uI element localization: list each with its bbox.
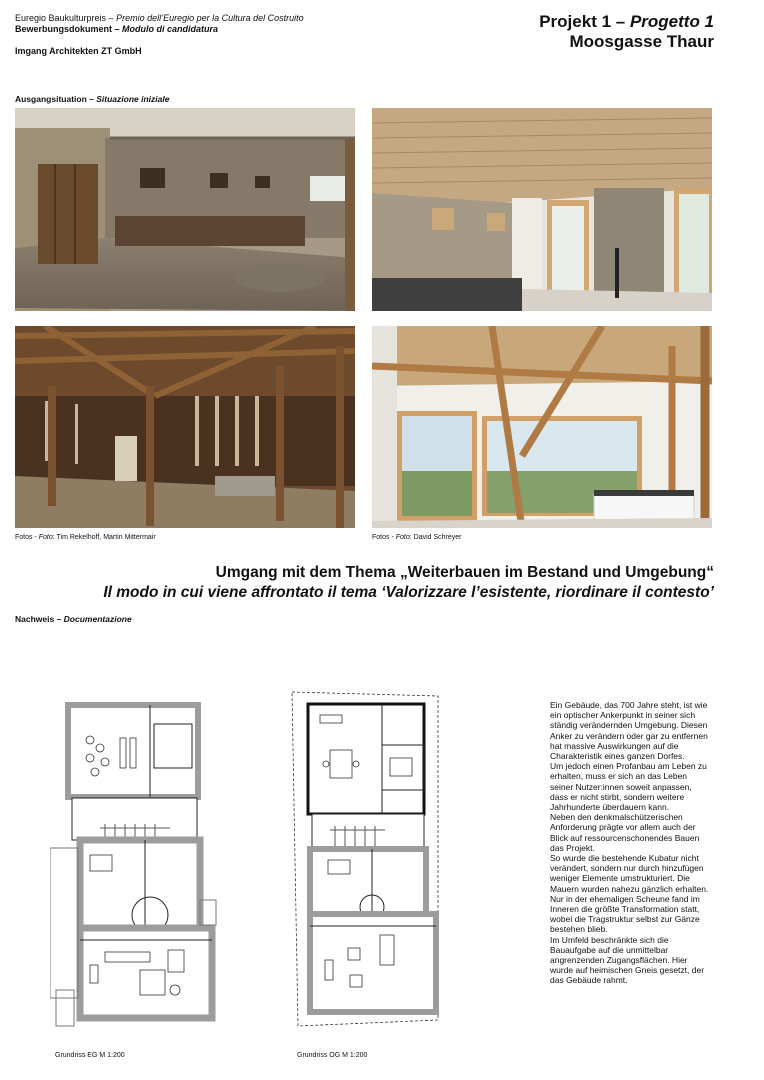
theme-title-de: Umgang mit dem Thema „Weiterbauen im Bestand und Umgebung“ [215, 564, 714, 581]
section-label-documentation: Nachweis – Documentazione [15, 614, 132, 624]
plan-caption-eg: Grundriss EG M 1:200 [55, 1052, 125, 1059]
project-name: Moosgasse Thaur [569, 32, 714, 51]
plan-caption-og: Grundriss OG M 1:200 [297, 1052, 368, 1059]
header-line-1: Euregio Baukulturpreis – Premio dell’Euregio per la Cultura del Costruito [15, 13, 304, 23]
paragraph-3: Neben den denkmalschützerischen Anforderung prägte vor allem auch der Blick auf ressourcenschonendes Bauen das Projekt. [550, 812, 700, 853]
header-line-2: Bewerbungsdokument – Modulo di candidatura [15, 24, 219, 34]
paragraph-2: Um jedoch einen Profanbau am Leben zu erhalten, muss er sich an das Leben seiner Nutzer:innen soweit anpassen, dass er nicht stirbt, sondern weitere Jahrhunderte überdauern kann. [550, 761, 707, 813]
office-name: Imgang Architekten ZT GmbH [15, 46, 142, 56]
project-title [539, 12, 714, 52]
photo-renovated-barn [372, 326, 712, 528]
floor-plan-eg [50, 700, 220, 1030]
project-number: Projekt 1 – Progetto 1 [539, 12, 714, 31]
photo-old-barn [15, 326, 355, 528]
photo-caption-right: Fotos - Foto: David Schreyer [372, 534, 462, 541]
theme-title-it: Il modo in cui viene affrontato il tema ‘Valorizzare l’esistente, riordinare il contesto’ [103, 584, 714, 601]
floor-plan-og [290, 690, 440, 1030]
photo-renovated-room [372, 108, 712, 311]
paragraph-4: So wurde die bestehende Kubatur nicht verändert, sondern nur durch hinzufügen weniger Elemente umstrukturiert. Die Mauern wurden nahezu gänzlich erhalten. Nur in der ehemaligen Scheune fand im Inneren die größte Transformation statt, wobei die Tragstruktur selbst zur Gänze bestehen blieb. [550, 853, 709, 935]
paragraph-1: Ein Gebäude, das 700 Jahre steht, ist wie ein optischer Ankerpunkt in seiner sich ständig verändernden Umgebung. Diesen Anker zu verändern oder gar zu entfernen hat massive Auswirkungen auf die Charakteristik eines ganzen Dorfes. [550, 700, 708, 762]
photo-old-stable [15, 108, 355, 311]
description-text [550, 700, 710, 986]
photo-caption-left: Fotos - Foto: Tim Rekelhoff, Martin Mittermair [15, 534, 156, 541]
paragraph-5: Im Umfeld beschränkte sich die Bauaufgabe auf die unmittelbar angrenzenden Zugangsflächen. Hier wurde auf heimischen Gneis gesetzt, der das Gebäude rahmt. [550, 934, 705, 986]
section-label-situation: Ausgangsituation – Situazione iniziale [15, 94, 170, 104]
